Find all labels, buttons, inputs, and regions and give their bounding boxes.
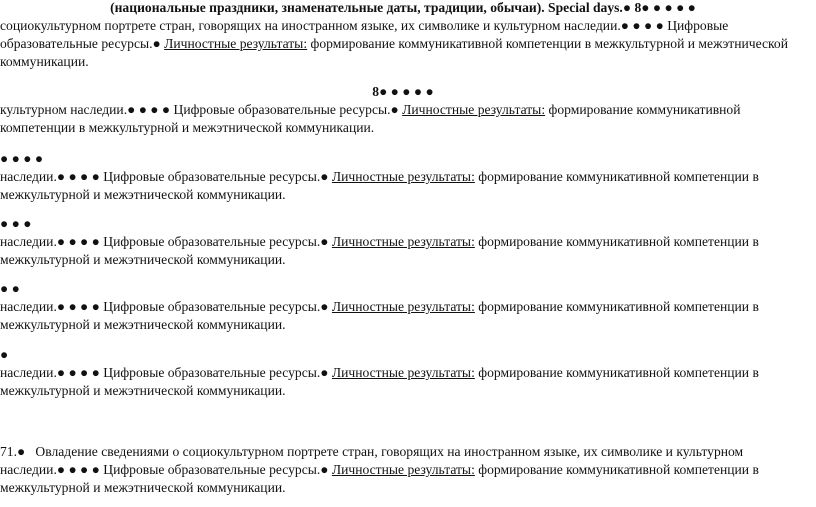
bullet-block-line-1-b: формирование коммуникативной компетенции в [478,299,759,314]
header-block [0,0,806,71]
bullet-block-line-1-b: формирование коммуникативной компетенции в [478,365,759,380]
bullet-block-2 [0,215,806,269]
header-line-3 [0,35,806,53]
bullet-block-label: Личностные результаты: [331,169,475,184]
item-71-line-2 [0,461,806,479]
header-marks: ● 8● ● ● ● ● [622,0,696,15]
bullet-row: ● ● ● ● [0,151,44,166]
bullet-block-label: Личностные результаты: [331,234,475,249]
bullet-block-line-1 [0,298,806,316]
header-line-3-label: Личностные результаты: [164,36,308,51]
bullet-block-line-1-a: наследии.● ● ● ● Цифровые образовательные ресурсы.● [0,169,329,184]
bullet-row: ● ● ● [0,216,32,231]
section-8-line-1-a: культурном наследии.● ● ● ● Цифровые образовательные ресурсы.● [0,102,399,117]
bullet-block-line-2: межкультурной и межэтнической коммуникации. [0,252,286,267]
item-71-line-1: 71.● Овладение сведениями о социокультурном портрете стран, говорящих на иностранном языке, их символике и культурном [0,444,744,459]
section-8-label: Личностные результаты: [402,102,546,117]
bullet-block-line-2: межкультурной и межэтнической коммуникации. [0,187,286,202]
bullet-block-line-2: межкультурной и межэтнической коммуникации. [0,383,286,398]
section-8 [0,83,806,137]
header-title: (национальные праздники, знаменательные даты, традиции, обычаи). Special days. [110,0,623,15]
section-8-line-2: компетенции в межкультурной и межэтнической коммуникации. [0,120,375,135]
bullet-block-line-1-b: формирование коммуникативной компетенции в [478,169,759,184]
bullet-block-line-1 [0,233,806,251]
header-title-line [0,0,806,17]
section-8-heading: 8● ● ● ● ● [372,84,434,99]
header-line-2-end: Цифровые [667,18,729,33]
header-line-3-a: образовательные ресурсы.● [0,36,161,51]
bullet-block-label: Личностные результаты: [331,365,475,380]
bullet-block-4 [0,346,806,400]
bullet-block-3 [0,280,806,334]
section-8-line-1-b: формирование коммуникативной [548,102,741,117]
item-71-label: Личностные результаты: [331,462,475,477]
bullet-block-line-1 [0,168,806,186]
bullet-block-line-2: межкультурной и межэтнической коммуникации. [0,317,286,332]
item-71-line-2-a: наследии.● ● ● ● Цифровые образовательные ресурсы.● [0,462,329,477]
bullet-block-line-1-b: формирование коммуникативной компетенции в [478,234,759,249]
bullet-block-label: Личностные результаты: [331,299,475,314]
bullet-block-line-1-a: наследии.● ● ● ● Цифровые образовательные ресурсы.● [0,299,329,314]
header-line-2-marks: ● ● ● ● [620,18,664,33]
header-line-2-text: социокультурном портрете стран, говорящих на иностранном языке, их символике и культурном наследии. [0,18,621,33]
item-71-line-3: межкультурной и межэтнической коммуникации. [0,480,286,495]
bullet-block-line-1 [0,364,806,382]
bullet-row: ● ● [0,281,20,296]
item-71-line-2-b: формирование коммуникативной компетенции в [478,462,759,477]
bullet-block-line-1-a: наследии.● ● ● ● Цифровые образовательные ресурсы.● [0,365,329,380]
bullet-block-line-1-a: наследии.● ● ● ● Цифровые образовательные ресурсы.● [0,234,329,249]
bullet-row: ● [0,347,9,362]
header-line-4: коммуникации. [0,54,89,69]
item-71 [0,443,806,497]
header-line-2 [0,17,806,35]
header-line-3-b: формирование коммуникативной компетенции в межкультурной и межэтнической [310,36,789,51]
section-8-line-1 [0,101,806,119]
bullet-block-1 [0,150,806,204]
